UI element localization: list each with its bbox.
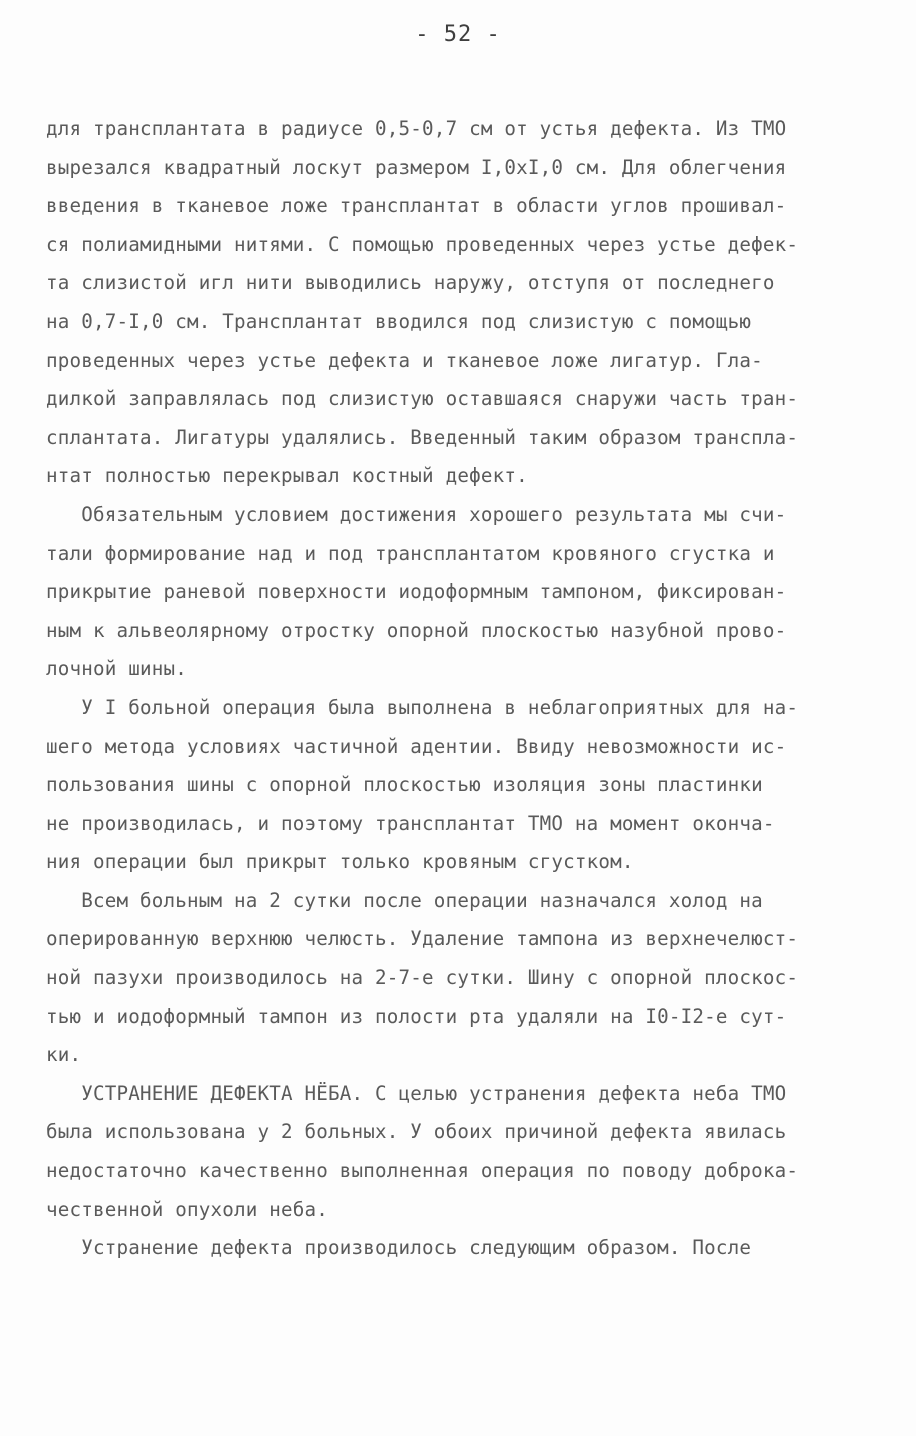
text-line: оперированную верхнюю челюсть. Удаление тампона из верхнечелюст- <box>46 927 799 951</box>
text-line: ки. <box>46 1043 82 1067</box>
text-line: чественной опухоли неба. <box>46 1197 329 1221</box>
text-line: Устранение дефекта производилось следующим образом. После <box>46 1236 752 1260</box>
text-line: недостаточно качественно выполненная операция по поводу доброка- <box>46 1159 799 1183</box>
text-line: шего метода условиях частичной адентии. Ввиду невозможности ис- <box>46 734 787 758</box>
text-line: была использована у 2 больных. У обоих причиной дефекта явилась <box>46 1120 787 1144</box>
text-line: не производилась, и поэтому трансплантат ТМО на момент оконча- <box>46 811 775 835</box>
text-line: лочной шины. <box>46 657 188 681</box>
text-line: прикрытие раневой поверхности иодоформным тампоном, фиксирован- <box>46 580 787 604</box>
text-line: дилкой заправлялась под слизистую оставшаяся снаружи часть тран- <box>46 387 799 411</box>
text-line: на 0,7-I,0 см. Трансплантат вводился под слизистую с помощью <box>46 309 752 333</box>
text-line: сплантата. Лигатуры удалялись. Введенный таким образом транспла- <box>46 425 799 449</box>
text-line: Всем больным на 2 сутки после операции назначался холод на <box>46 888 763 912</box>
text-line: вырезался квадратный лоскут размером I,0хI,0 см. Для облегчения <box>46 155 787 179</box>
text-line: тью и иодоформный тампон из полости рта удаляли на I0-I2-е сут- <box>46 1004 787 1028</box>
text-line: проведенных через устье дефекта и тканевое ложе лигатур. Гла- <box>46 348 763 372</box>
text-line: нтат полностью перекрывал костный дефект. <box>46 464 528 488</box>
text-line: УСТРАНЕНИЕ ДЕФЕКТА НЁБА. С целью устранения дефекта неба ТМО <box>46 1081 787 1105</box>
text-line: та слизистой игл нити выводились наружу, отступя от последнего <box>46 271 775 295</box>
text-line: ной пазухи производилось на 2-7-е сутки. Шину с опорной плоскос- <box>46 966 799 990</box>
page-number: - 52 - <box>415 22 501 47</box>
text-line: У I больной операция была выполнена в неблагоприятных для на- <box>46 695 799 719</box>
text-line: пользования шины с опорной плоскостью изоляция зоны пластинки <box>46 773 763 797</box>
text-line: ся полиамидными нитями. С помощью проведенных через устье дефек- <box>46 232 799 256</box>
text-line: Обязательным условием достижения хорошего результата мы счи- <box>46 502 787 526</box>
text-line: ния операции был прикрыт только кровяным сгустком. <box>46 850 634 874</box>
text-line: введения в тканевое ложе трансплантат в области углов прошивал- <box>46 194 787 218</box>
text-line: ным к альвеолярному отростку опорной плоскостью назубной прово- <box>46 618 787 642</box>
body-text <box>46 110 876 1268</box>
text-line: тали формирование над и под трансплантатом кровяного сгустка и <box>46 541 775 565</box>
text-line: для трансплантата в радиусе 0,5-0,7 см от устья дефекта. Из ТМО <box>46 117 787 140</box>
